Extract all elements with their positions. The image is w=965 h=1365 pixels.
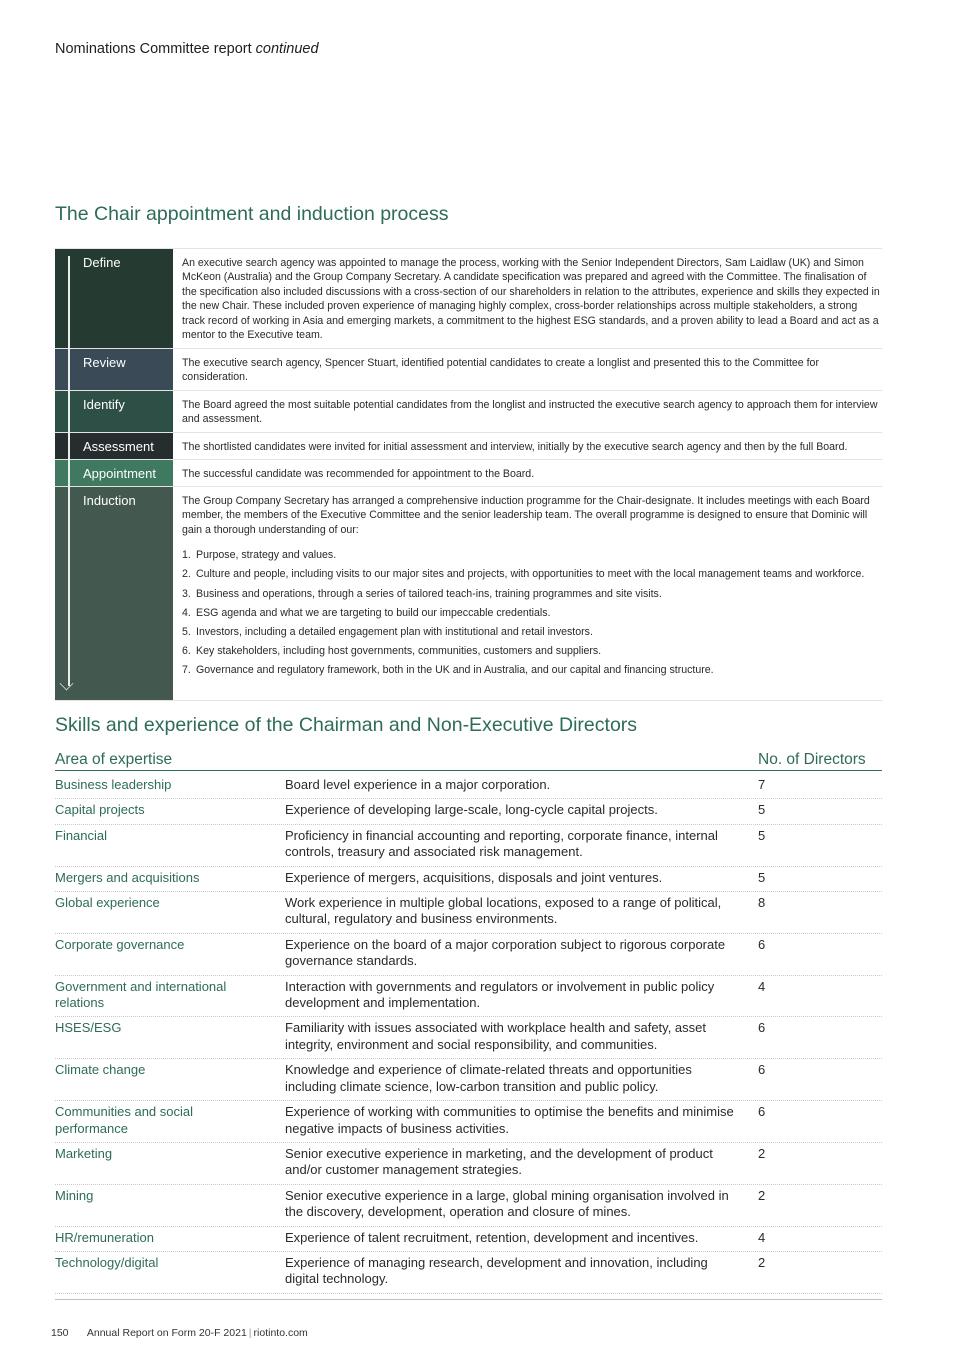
director-count: 4 bbox=[758, 1229, 766, 1245]
director-count: 2 bbox=[758, 1254, 766, 1270]
list-item bbox=[182, 644, 882, 658]
list-item-number: 7. bbox=[182, 664, 191, 677]
skills-table bbox=[55, 774, 882, 1300]
skill-description: Experience of managing research, development and innovation, including digital technology. bbox=[285, 1254, 708, 1287]
skill-area: HR/remuneration bbox=[55, 1229, 154, 1245]
table-row bbox=[55, 1252, 882, 1294]
skill-description: Senior executive experience in marketing, and the development of product and/or customer management strategies. bbox=[285, 1145, 713, 1178]
list-item-number: 1. bbox=[182, 549, 191, 562]
director-count: 6 bbox=[758, 1062, 766, 1078]
director-count: 2 bbox=[758, 1187, 766, 1203]
step-label-assessment: Assessment bbox=[55, 433, 173, 459]
skills-table-header bbox=[55, 751, 882, 771]
list-item-text: ESG agenda and what we are targeting to build our impeccable credentials. bbox=[196, 606, 551, 619]
list-item-number: 6. bbox=[182, 645, 191, 658]
list-item-number: 4. bbox=[182, 606, 191, 619]
step-text-appointment: The successful candidate was recommended for appointment to the Board. bbox=[182, 468, 535, 480]
skill-area: Global experience bbox=[55, 895, 160, 911]
list-item-text: Purpose, strategy and values. bbox=[196, 549, 337, 562]
director-count: 6 bbox=[758, 1020, 766, 1036]
process-row-review bbox=[55, 348, 882, 390]
process-row-induction bbox=[55, 486, 882, 700]
director-count: 5 bbox=[758, 802, 766, 818]
step-label-identify: Identify bbox=[55, 391, 173, 432]
director-count: 5 bbox=[758, 827, 766, 843]
skill-area: Technology/digital bbox=[55, 1254, 159, 1270]
skill-area: Corporate governance bbox=[55, 936, 185, 952]
header-title: Nominations Committee report bbox=[55, 41, 252, 57]
induction-list bbox=[182, 548, 882, 678]
skill-area: Climate change bbox=[55, 1062, 146, 1078]
director-count: 4 bbox=[758, 978, 766, 994]
table-row bbox=[55, 1017, 882, 1059]
list-item bbox=[182, 663, 882, 677]
skill-area: Communities and social performance bbox=[55, 1104, 194, 1136]
table-row bbox=[55, 976, 882, 1018]
skill-description: Proficiency in financial accounting and reporting, corporate finance, internal controls, treasury and associated risk management. bbox=[285, 827, 718, 860]
table-row bbox=[55, 1101, 882, 1143]
table-row bbox=[55, 1185, 882, 1227]
step-text-define: An executive search agency was appointed to manage the process, working with the Senior Independent Directors, Sam Laidlaw (UK) and Simon McKeon (Australia) and the Group Company Secretary. A candidate specification was prepared and agreed with the Committee. The finalisation of the specification also included discussions with a cross-section of our shareholders in relation to the attributes, experience and skills they expected in the new Chair. These included proven experience of managing highly complex, cross-border relationships across multiple stakeholders, a strong track record of working in Asia and emerging markets, a commitment to the highest ESG standards, and a proven ability to lead a Board and act as a mentor to the Executive team. bbox=[182, 257, 880, 342]
process-row-identify bbox=[55, 390, 882, 432]
footer-report-name: Annual Report on Form 20-F 2021 bbox=[86, 1327, 247, 1339]
list-item-text: Investors, including a detailed engagement plan with institutional and retail investors. bbox=[196, 626, 593, 639]
skill-description: Knowledge and experience of climate-related threats and opportunities including climate science, low-carbon transition and public policy. bbox=[285, 1062, 692, 1094]
skill-description: Work experience in multiple global locations, exposed to a range of political, cultural, regulatory and business environments. bbox=[285, 895, 722, 927]
header-suffix: continued bbox=[255, 41, 319, 57]
skill-area: Mergers and acquisitions bbox=[55, 869, 200, 885]
skill-area: Mining bbox=[55, 1187, 94, 1203]
process-section-title: The Chair appointment and induction process bbox=[55, 203, 449, 225]
list-item bbox=[182, 606, 882, 620]
director-count: 5 bbox=[758, 869, 766, 885]
table-end-rule bbox=[55, 1299, 882, 1300]
skill-description: Experience of working with communities to optimise the benefits and minimise negative impacts of business activities. bbox=[285, 1104, 734, 1136]
step-label-review: Review bbox=[55, 349, 173, 390]
list-item-text: Culture and people, including visits to our major sites and projects, with opportunities to meet with the local management teams and workforce. bbox=[196, 568, 865, 581]
footer-site: riotinto.com bbox=[253, 1327, 308, 1339]
list-item bbox=[182, 587, 882, 601]
skill-description: Senior executive experience in a large, global mining organisation involved in the discovery, development, operation and closure of mines. bbox=[285, 1187, 729, 1220]
table-row bbox=[55, 774, 882, 799]
skill-description: Familiarity with issues associated with workplace health and safety, asset integrity, environment and social responsibility, and communities. bbox=[285, 1020, 707, 1052]
step-label-appointment: Appointment bbox=[55, 460, 173, 486]
skill-description: Experience of mergers, acquisitions, disposals and joint ventures. bbox=[285, 869, 663, 885]
running-header bbox=[55, 41, 319, 57]
process-row-appointment bbox=[55, 459, 882, 486]
flow-arrow-line-icon bbox=[68, 256, 70, 686]
table-row bbox=[55, 867, 882, 892]
step-text-identify: The Board agreed the most suitable potential candidates from the longlist and instructed the executive search agency to approach them for interview and assessment. bbox=[182, 399, 878, 426]
director-count: 7 bbox=[758, 777, 766, 792]
list-item-text: Governance and regulatory framework, both in the UK and in Australia, and our capital and financing structure. bbox=[196, 664, 714, 677]
process-bottom-rule bbox=[55, 700, 882, 701]
step-label-induction: Induction bbox=[55, 487, 173, 700]
column-header-count: No. of Directors bbox=[758, 751, 866, 768]
list-item bbox=[182, 625, 882, 639]
director-count: 2 bbox=[758, 1145, 766, 1161]
skill-description: Interaction with governments and regulators or involvement in public policy development and implementation. bbox=[285, 978, 715, 1011]
list-item-number: 3. bbox=[182, 587, 191, 600]
column-header-area: Area of expertise bbox=[55, 751, 173, 768]
list-item-text: Key stakeholders, including host governments, communities, customers and suppliers. bbox=[196, 645, 602, 658]
skill-area: HSES/ESG bbox=[55, 1020, 122, 1036]
list-item-number: 5. bbox=[182, 626, 191, 639]
table-row bbox=[55, 1143, 882, 1185]
step-text-assessment: The shortlisted candidates were invited for initial assessment and interview, initially by the executive search agency and then by the full Board. bbox=[182, 441, 848, 453]
table-row bbox=[55, 799, 882, 824]
list-item bbox=[182, 548, 882, 562]
step-text-induction-block bbox=[182, 487, 882, 683]
skill-area: Marketing bbox=[55, 1145, 113, 1161]
list-item-text: Business and operations, through a series of tailored teach-ins, training programmes and site visits. bbox=[196, 587, 662, 600]
page-footer bbox=[51, 1327, 308, 1339]
director-count: 6 bbox=[758, 936, 766, 952]
director-count: 8 bbox=[758, 895, 766, 911]
step-label-define: Define bbox=[55, 249, 173, 348]
skill-area: Business leadership bbox=[55, 777, 172, 792]
skills-section-title: Skills and experience of the Chairman and Non-Executive Directors bbox=[55, 714, 638, 736]
table-row bbox=[55, 1227, 882, 1252]
skill-description: Experience of talent recruitment, retention, development and incentives. bbox=[285, 1229, 699, 1245]
table-row bbox=[55, 892, 882, 934]
footer-separator: | bbox=[248, 1327, 252, 1339]
list-item bbox=[182, 567, 882, 581]
process-table bbox=[55, 248, 882, 700]
director-count: 6 bbox=[758, 1104, 766, 1120]
process-row-define bbox=[55, 248, 882, 348]
step-text-induction: The Group Company Secretary has arranged a comprehensive induction programme for the Chair-designate. It includes meetings with each Board member, the members of the Executive Committee and the senior leadership team. The overall programme is designed to ensure that Dominic will gain a thorough understanding of our: bbox=[182, 495, 870, 536]
step-text-review: The executive search agency, Spencer Stuart, identified potential candidates to create a longlist and presented this to the Committee for consideration. bbox=[182, 357, 819, 384]
table-row bbox=[55, 934, 882, 976]
skill-area: Government and international relations bbox=[55, 978, 227, 1011]
skill-description: Experience of developing large-scale, long-cycle capital projects. bbox=[285, 802, 658, 818]
skill-description: Experience on the board of a major corporation subject to rigorous corporate governance standards. bbox=[285, 936, 726, 969]
skill-area: Financial bbox=[55, 827, 108, 843]
skill-area: Capital projects bbox=[55, 802, 145, 818]
skill-description: Board level experience in a major corporation. bbox=[285, 777, 551, 792]
table-row bbox=[55, 825, 882, 867]
process-row-assessment bbox=[55, 432, 882, 459]
list-item-number: 2. bbox=[182, 568, 191, 581]
table-row bbox=[55, 1059, 882, 1101]
page-number: 150 bbox=[51, 1327, 69, 1339]
